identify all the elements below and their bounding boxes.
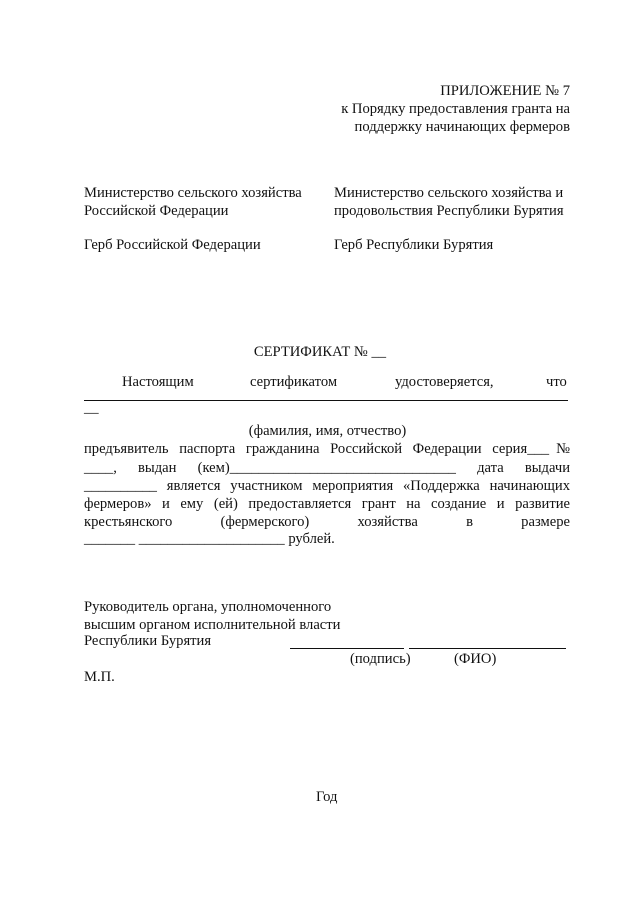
ministry-right-line2: продовольствия Республики Бурятия bbox=[334, 203, 564, 219]
fio-caption: (ФИО) bbox=[454, 651, 497, 667]
ministry-left-line1: Министерство сельского хозяйства bbox=[84, 185, 302, 201]
name-fill-line bbox=[84, 400, 568, 401]
body-line: крестьянского (фермерского) хозяйства в размере bbox=[84, 514, 570, 530]
emblem-right-label: Герб Республики Бурятия bbox=[334, 237, 494, 253]
body-line: фермеров» и ему (ей) предоставляется грант на создание и развитие bbox=[84, 496, 570, 512]
body-line: ____, выдан (кем)_______________________________ дата выдачи bbox=[84, 460, 570, 476]
ministry-left-line2: Российской Федерации bbox=[84, 203, 229, 219]
intro-word: удостоверяется, bbox=[395, 374, 494, 390]
signature-fill-line bbox=[290, 648, 404, 649]
stamp-label: М.П. bbox=[84, 669, 115, 685]
signature-caption: (подпись) bbox=[350, 651, 411, 667]
intro-word: сертификатом bbox=[250, 374, 338, 390]
certificate-title: СЕРТИФИКАТ № __ bbox=[253, 344, 387, 360]
name-fill-dash: — bbox=[84, 405, 99, 421]
signatory-line2: высшим органом исполнительной власти bbox=[84, 617, 341, 633]
signatory-line3: Республики Бурятия bbox=[84, 633, 212, 649]
year-label: Год bbox=[316, 789, 338, 805]
ministry-right-line1: Министерство сельского хозяйства и bbox=[334, 185, 564, 201]
intro-word: что bbox=[546, 374, 567, 390]
fio-fill-line bbox=[409, 648, 566, 649]
emblem-left-label: Герб Российской Федерации bbox=[84, 237, 261, 253]
appendix-line: поддержку начинающих фермеров bbox=[354, 119, 570, 135]
intro-word: Настоящим bbox=[122, 374, 194, 390]
body-line: __________ является участником мероприятия «Поддержка начинающих bbox=[84, 478, 570, 494]
name-caption: (фамилия, имя, отчество) bbox=[248, 423, 407, 439]
appendix-line: к Порядку предоставления гранта на bbox=[341, 101, 570, 117]
grant-amount-line: _______ ____________________ рублей. bbox=[84, 531, 335, 547]
signatory-line1: Руководитель органа, уполномоченного bbox=[84, 599, 332, 615]
appendix-title: ПРИЛОЖЕНИЕ № 7 bbox=[440, 83, 570, 99]
body-line: предъявитель паспорта гражданина Российской Федерации серия___№ bbox=[84, 441, 570, 457]
